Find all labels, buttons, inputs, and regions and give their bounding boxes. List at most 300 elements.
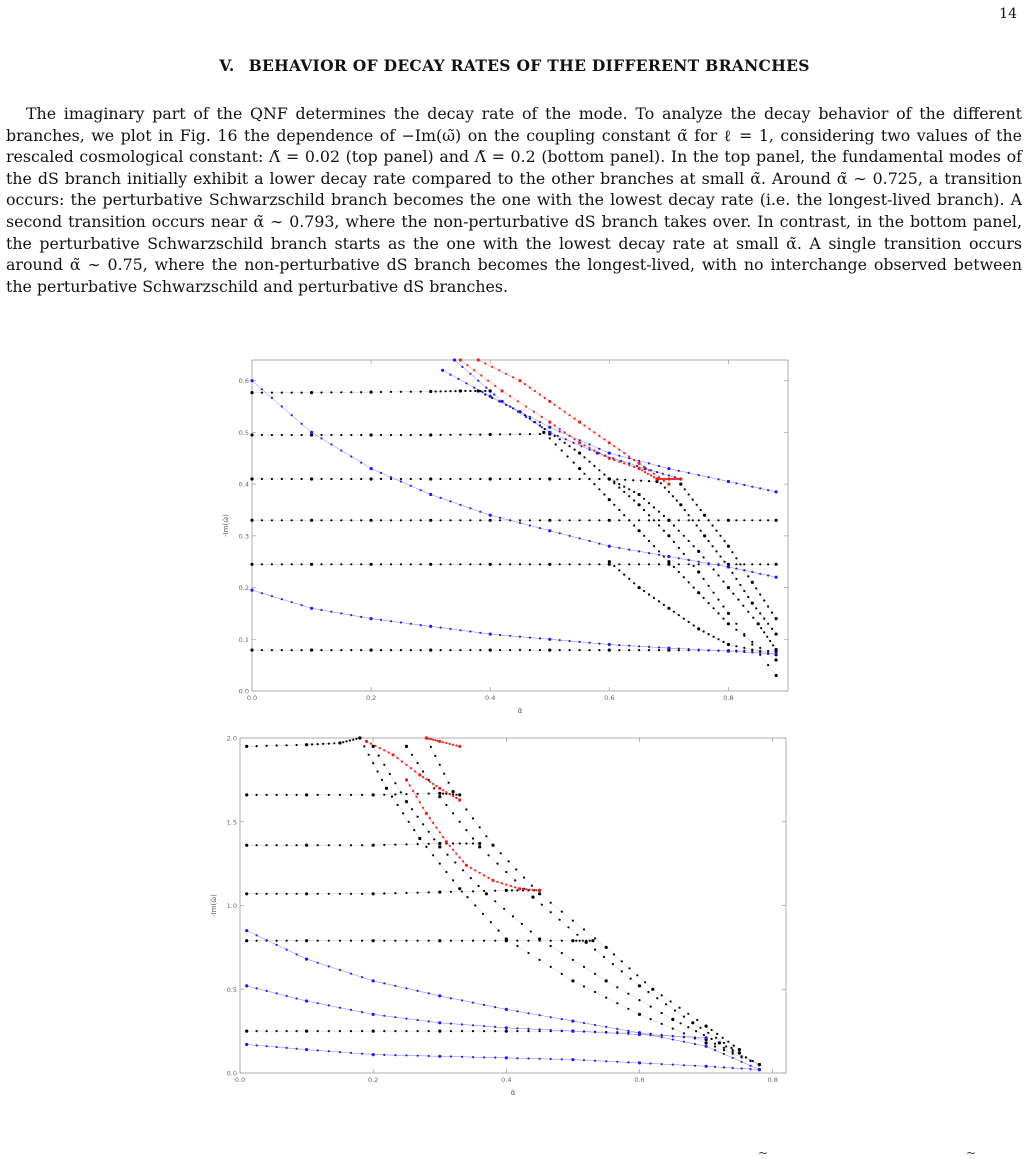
data-point — [700, 530, 702, 532]
data-point — [628, 488, 630, 490]
data-point — [678, 563, 680, 565]
data-point — [695, 1030, 697, 1032]
data-point — [458, 887, 461, 890]
data-point — [487, 380, 489, 382]
data-point — [529, 416, 531, 418]
series-red-13 — [365, 740, 461, 802]
data-point — [256, 1030, 258, 1032]
data-point — [633, 499, 635, 501]
data-point — [549, 437, 551, 439]
data-point — [440, 497, 442, 499]
data-point — [594, 1024, 596, 1026]
data-point — [616, 1032, 618, 1034]
data-point — [647, 991, 649, 993]
x-tick-label: 0.2 — [365, 694, 377, 702]
data-point — [676, 499, 678, 501]
data-point — [572, 920, 574, 922]
data-point — [758, 1068, 761, 1071]
data-point — [340, 391, 342, 393]
data-point — [452, 812, 454, 814]
data-point — [759, 612, 761, 614]
data-point — [605, 1026, 607, 1028]
data-point — [583, 966, 585, 968]
data-point — [385, 787, 388, 790]
data-point — [713, 607, 715, 609]
data-point — [405, 1018, 407, 1020]
data-point — [503, 908, 505, 910]
data-point — [613, 953, 615, 955]
data-point — [440, 627, 442, 629]
data-point — [410, 478, 412, 480]
data-point — [452, 849, 454, 851]
x-tick-label: 0.8 — [767, 1076, 778, 1084]
data-point — [445, 840, 448, 843]
data-point — [772, 644, 774, 646]
data-point — [479, 872, 481, 874]
data-point — [420, 391, 422, 393]
data-point — [608, 477, 611, 480]
data-point — [697, 627, 700, 630]
data-point — [745, 1056, 747, 1058]
data-point — [605, 979, 608, 982]
data-point — [391, 796, 393, 798]
data-point — [633, 582, 635, 584]
data-point — [340, 434, 342, 436]
data-point — [469, 507, 471, 509]
data-point — [683, 553, 685, 555]
data-point — [535, 889, 537, 891]
data-point — [509, 519, 511, 521]
data-point — [628, 549, 630, 551]
data-point — [271, 595, 273, 597]
data-point — [410, 485, 412, 487]
data-point — [696, 1019, 698, 1021]
data-point — [261, 388, 263, 390]
data-point — [573, 462, 575, 464]
series-black-4 — [245, 792, 461, 797]
data-point — [711, 1029, 713, 1031]
data-point — [286, 940, 288, 942]
data-point — [378, 755, 380, 757]
data-point — [305, 743, 308, 746]
data-point — [372, 844, 375, 847]
data-point — [400, 621, 402, 623]
data-point — [741, 1067, 743, 1069]
data-point — [672, 478, 674, 480]
data-point — [380, 519, 382, 521]
x-tick-label: 0.8 — [723, 694, 734, 702]
data-point — [383, 1015, 385, 1017]
data-point — [301, 563, 303, 565]
data-point — [579, 439, 581, 441]
data-point — [594, 991, 596, 993]
data-point — [481, 391, 483, 393]
data-point — [286, 893, 288, 895]
data-point — [688, 472, 690, 474]
data-point — [483, 874, 485, 876]
data-point — [350, 893, 352, 895]
figure-bottom-panel — [210, 730, 800, 1102]
data-point — [688, 559, 690, 561]
series-line — [407, 746, 740, 1053]
data-point — [401, 760, 403, 762]
data-point — [350, 478, 352, 480]
data-point — [465, 829, 467, 831]
data-point — [418, 837, 421, 840]
data-point — [245, 793, 248, 796]
data-point — [379, 747, 381, 749]
data-point — [489, 395, 492, 398]
data-point — [330, 649, 332, 651]
data-point — [291, 478, 293, 480]
data-point — [271, 397, 273, 399]
data-point — [491, 879, 494, 882]
data-point — [286, 794, 288, 796]
data-point — [472, 940, 474, 942]
data-point — [281, 519, 283, 521]
data-point — [339, 1007, 341, 1009]
data-point — [703, 556, 705, 558]
data-point — [474, 869, 476, 871]
data-point — [583, 985, 585, 987]
data-point — [484, 362, 486, 364]
data-point — [628, 455, 630, 457]
data-point — [569, 649, 571, 651]
data-point — [727, 565, 730, 568]
data-point — [672, 1035, 674, 1037]
data-point — [758, 1063, 761, 1066]
data-point — [550, 966, 552, 968]
data-point — [390, 563, 392, 565]
data-point — [735, 578, 737, 580]
data-point — [466, 364, 468, 366]
data-point — [737, 599, 739, 601]
data-point — [667, 519, 670, 522]
data-point — [383, 892, 385, 894]
data-point — [328, 844, 330, 846]
data-point — [717, 638, 719, 640]
data-point — [605, 997, 607, 999]
data-point — [370, 467, 373, 470]
data-point — [438, 845, 441, 848]
data-point — [627, 993, 629, 995]
data-point — [698, 649, 700, 651]
data-point — [767, 652, 769, 654]
data-point — [450, 1030, 452, 1032]
data-point — [470, 867, 472, 869]
data-point — [245, 1030, 248, 1033]
data-point — [638, 999, 640, 1001]
data-point — [479, 826, 481, 828]
data-point — [425, 812, 428, 815]
series-line — [657, 479, 776, 634]
data-point — [350, 794, 352, 796]
data-point — [390, 476, 392, 478]
data-point — [438, 994, 441, 997]
data-point — [588, 461, 590, 463]
data-point — [480, 374, 482, 376]
data-point — [296, 1030, 298, 1032]
data-point — [445, 804, 447, 806]
data-point — [266, 844, 268, 846]
data-point — [448, 782, 450, 784]
data-point — [708, 540, 710, 542]
data-point — [453, 358, 456, 361]
data-point — [317, 1002, 319, 1004]
data-point — [420, 649, 422, 651]
data-point — [627, 1033, 629, 1035]
data-point — [457, 378, 459, 380]
series-blue-10 — [245, 929, 761, 1071]
data-point — [618, 455, 620, 457]
data-point — [459, 504, 461, 506]
data-point — [483, 940, 485, 942]
data-point — [301, 423, 303, 425]
data-point — [383, 794, 385, 796]
data-point — [397, 804, 399, 806]
data-point — [683, 576, 685, 578]
data-point — [539, 478, 541, 480]
data-point — [554, 404, 556, 406]
bottom-panel-chart — [210, 730, 800, 1102]
data-point — [638, 493, 641, 496]
data-point — [363, 745, 365, 747]
data-point — [569, 535, 571, 537]
data-point — [441, 369, 444, 372]
data-point — [621, 970, 623, 972]
data-point — [638, 529, 641, 532]
series-line — [373, 746, 759, 1064]
data-point — [564, 442, 566, 444]
data-point — [613, 565, 615, 567]
data-point — [509, 563, 511, 565]
data-point — [461, 1030, 463, 1032]
series-line — [455, 360, 681, 479]
data-point — [598, 452, 600, 454]
data-point — [678, 470, 680, 472]
data-point — [509, 649, 511, 651]
series-black-10 — [679, 483, 778, 621]
data-point — [658, 524, 660, 526]
data-point — [705, 1025, 708, 1028]
data-point — [759, 563, 761, 565]
data-point — [428, 992, 430, 994]
data-point — [741, 1061, 743, 1063]
series-black-6 — [358, 736, 761, 1066]
data-point — [693, 565, 695, 567]
data-point — [767, 563, 769, 565]
data-point — [727, 519, 730, 522]
data-point — [539, 1058, 541, 1060]
data-point — [245, 892, 248, 895]
data-point — [455, 853, 457, 855]
data-point — [360, 519, 362, 521]
data-point — [579, 519, 581, 521]
data-point — [350, 391, 352, 393]
data-point — [583, 928, 585, 930]
data-point — [751, 641, 753, 643]
data-point — [548, 638, 551, 641]
data-point — [512, 376, 514, 378]
data-point — [588, 447, 590, 449]
data-point — [360, 478, 362, 480]
data-point — [496, 881, 498, 883]
data-point — [638, 1013, 641, 1016]
data-point — [579, 563, 581, 565]
data-point — [683, 1032, 685, 1034]
data-point — [517, 400, 519, 402]
data-point — [472, 1030, 474, 1032]
data-point — [489, 519, 492, 522]
series-black-0 — [245, 1030, 761, 1067]
data-point — [648, 462, 650, 464]
data-point — [450, 1055, 452, 1057]
data-point — [633, 491, 635, 493]
series-line — [252, 590, 776, 654]
data-point — [459, 821, 461, 823]
data-point — [658, 563, 660, 565]
data-point — [529, 433, 531, 435]
data-point — [474, 390, 476, 392]
data-point — [735, 482, 737, 484]
data-point — [703, 514, 706, 517]
data-point — [775, 576, 778, 579]
data-point — [544, 397, 546, 399]
data-point — [361, 940, 363, 942]
data-point — [529, 524, 531, 526]
section-title: BEHAVIOR OF DECAY RATES OF THE DIFFERENT BRANCHES — [248, 56, 810, 75]
data-point — [317, 1030, 319, 1032]
data-point — [542, 431, 545, 434]
data-point — [245, 745, 248, 748]
data-point — [717, 519, 719, 521]
data-point — [442, 741, 444, 743]
data-point — [459, 519, 461, 521]
data-point — [461, 1056, 463, 1058]
data-point — [261, 649, 263, 651]
data-point — [567, 455, 569, 457]
figure-top-panel — [218, 352, 800, 722]
data-point — [394, 1054, 396, 1056]
data-point — [261, 592, 263, 594]
data-point — [428, 793, 430, 795]
data-point — [616, 1002, 618, 1004]
data-point — [653, 519, 655, 521]
data-point — [661, 1012, 663, 1014]
data-point — [390, 620, 392, 622]
data-point — [310, 607, 313, 610]
data-point — [775, 674, 778, 677]
data-point — [328, 940, 330, 942]
data-point — [644, 981, 646, 983]
data-point — [755, 587, 757, 589]
data-point — [569, 414, 571, 416]
data-point — [525, 888, 527, 890]
data-point — [405, 1054, 407, 1056]
data-point — [390, 434, 392, 436]
data-point — [712, 545, 714, 547]
data-point — [571, 1030, 574, 1033]
data-point — [711, 1038, 713, 1040]
data-point — [508, 860, 510, 862]
data-point — [509, 433, 511, 435]
data-point — [478, 845, 481, 848]
data-point — [352, 739, 354, 741]
data-point — [291, 519, 293, 521]
data-point — [322, 743, 324, 745]
data-point — [291, 434, 293, 436]
data-point — [320, 478, 322, 480]
data-point — [687, 1013, 689, 1015]
data-point — [400, 480, 402, 482]
data-point — [438, 795, 441, 798]
data-point — [638, 519, 640, 521]
plot-frame — [252, 360, 788, 691]
data-point — [433, 838, 435, 840]
data-point — [588, 478, 590, 480]
data-point — [245, 984, 248, 987]
series-black-5 — [250, 389, 491, 394]
data-point — [320, 649, 322, 651]
data-point — [361, 794, 363, 796]
data-point — [571, 1058, 574, 1061]
data-point — [349, 739, 351, 741]
data-point — [420, 434, 422, 436]
data-point — [612, 963, 614, 965]
data-point — [775, 633, 778, 636]
series-black-7 — [542, 431, 778, 662]
data-point — [400, 519, 402, 521]
footer-tilde-1: ~ — [758, 1146, 769, 1160]
data-point — [291, 414, 293, 416]
series-black-6 — [477, 389, 778, 677]
data-point — [361, 976, 363, 978]
data-point — [693, 587, 695, 589]
data-point — [489, 649, 492, 652]
data-point — [623, 462, 625, 464]
data-point — [340, 612, 342, 614]
data-point — [751, 519, 753, 521]
data-point — [559, 639, 561, 641]
data-point — [469, 563, 471, 565]
data-point — [775, 652, 778, 655]
data-point — [688, 648, 690, 650]
data-point — [430, 738, 432, 740]
data-point — [442, 789, 444, 791]
data-point — [717, 612, 719, 614]
data-point — [320, 434, 322, 436]
data-point — [410, 649, 412, 651]
data-point — [310, 649, 313, 652]
data-point — [483, 1030, 485, 1032]
data-point — [661, 1063, 663, 1065]
data-point — [539, 1028, 541, 1030]
data-point — [650, 1006, 652, 1008]
data-point — [749, 1065, 751, 1067]
data-point — [261, 519, 263, 521]
data-point — [512, 915, 514, 917]
data-point — [588, 519, 590, 521]
data-point — [428, 1055, 430, 1057]
data-point — [661, 994, 663, 996]
data-point — [739, 563, 741, 565]
data-point — [715, 1037, 717, 1039]
x-axis-label: α̃ — [510, 1089, 516, 1097]
data-point — [588, 428, 590, 430]
data-point — [400, 391, 402, 393]
data-point — [664, 487, 666, 489]
data-point — [394, 1030, 396, 1032]
